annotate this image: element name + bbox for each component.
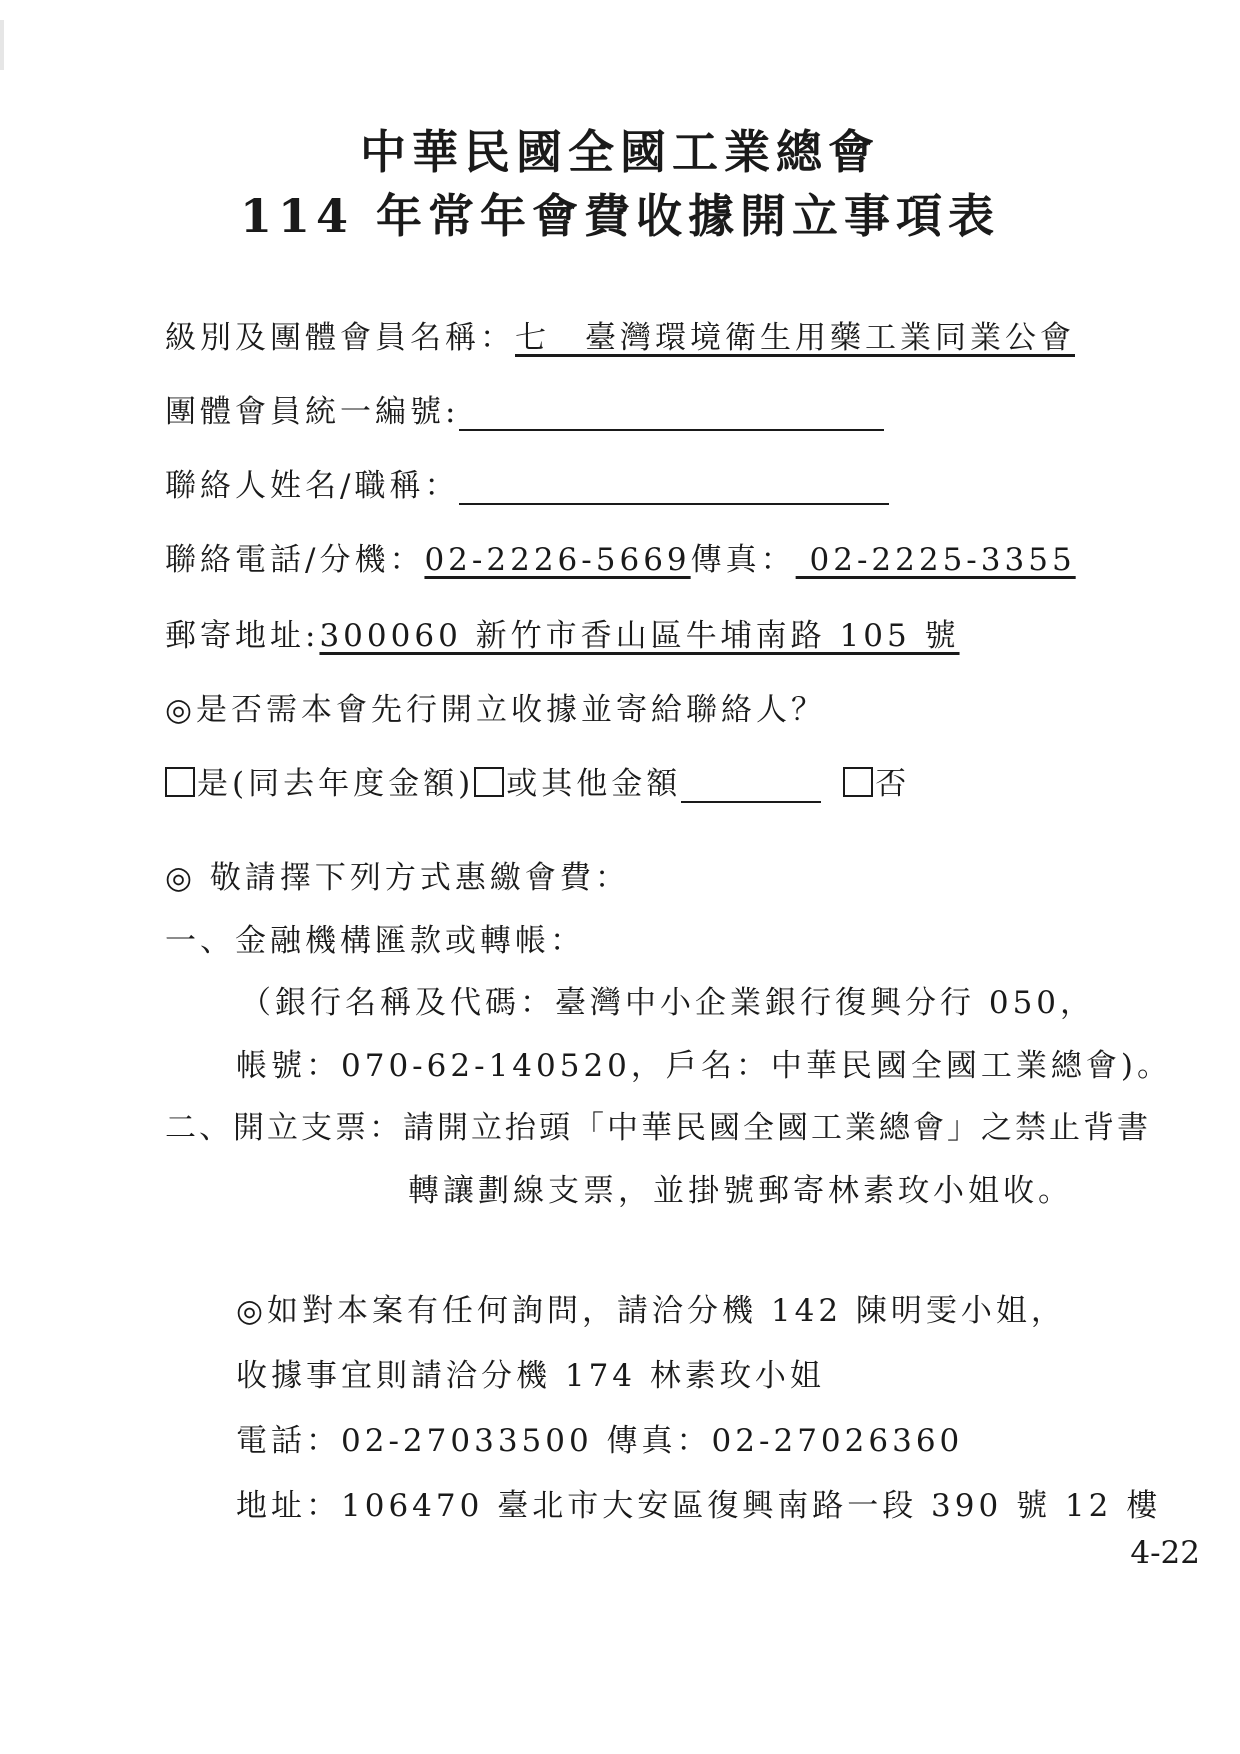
contact-label: 聯絡人姓名/職稱： [165, 468, 460, 504]
same-amount-checkbox[interactable] [165, 767, 195, 797]
receipt-question: ◎是否需本會先行開立收據並寄給聯絡人？ [165, 692, 827, 728]
payment-method-1-account: 帳號：070-62-140520，戶名：中華民國全國工業總會)。 [236, 1048, 1172, 1084]
contact-info-line2: 收據事宜則請洽分機 174 林素玫小姐 [236, 1358, 825, 1394]
payment-method-2-line2: 轉讓劃線支票，並掛號郵寄林素玫小姐收。 [408, 1173, 1073, 1209]
contact-row [165, 460, 889, 505]
same-amount-label: 是(同去年度金額) [197, 766, 475, 802]
document-subtitle: 114 年常年會費收據開立事項表 [239, 189, 1001, 243]
payment-method-1-title: 一、金融機構匯款或轉帳： [165, 923, 585, 959]
other-amount-field[interactable] [681, 771, 821, 803]
member-name-label: 級別及團體會員名稱： [165, 320, 515, 356]
receipt-options-row [165, 758, 910, 803]
tax-id-row [165, 386, 884, 431]
no-checkbox[interactable] [843, 767, 873, 797]
other-amount-checkbox[interactable] [474, 767, 504, 797]
payment-method-1-bank: （銀行名稱及代碼：臺灣中小企業銀行復興分行 050， [240, 985, 1096, 1021]
member-name-value[interactable]: 七 臺灣環境衛生用藥工業同業公會 [515, 320, 1075, 356]
address-row [165, 610, 960, 655]
payment-heading: ◎ 敬請擇下列方式惠繳會費： [165, 860, 630, 896]
contact-info-phone-fax: 電話：02-27033500 傳真：02-27026360 [236, 1423, 964, 1459]
fax-label: 傳真： [690, 542, 796, 578]
scan-edge-mark [0, 20, 4, 70]
tax-id-label: 團體會員統一編號: [165, 394, 460, 430]
contact-field[interactable] [459, 469, 889, 505]
phone-value[interactable]: 02-2226-5669 [424, 542, 691, 578]
phone-fax-row [165, 534, 1076, 579]
tax-id-field[interactable] [459, 395, 884, 431]
other-amount-label: 或其他金額 [506, 766, 682, 802]
address-label: 郵寄地址: [165, 618, 320, 654]
fax-value[interactable]: 02-2225-3355 [795, 542, 1076, 578]
contact-info-address: 地址：106470 臺北市大安區復興南路一段 390 號 12 樓 [236, 1488, 1162, 1524]
contact-info-line1: ◎如對本案有任何詢問，請洽分機 142 陳明雯小姐， [236, 1293, 1066, 1329]
phone-label: 聯絡電話/分機： [165, 542, 425, 578]
member-name-row [165, 312, 1075, 357]
page-number: 4-22 [1130, 1535, 1200, 1571]
payment-method-2-line1: 二、開立支票：請開立抬頭「中華民國全國工業總會」之禁止背書 [165, 1110, 1151, 1146]
document-title: 中華民國全國工業總會 [360, 125, 880, 179]
no-label: 否 [875, 766, 911, 802]
address-value[interactable]: 300060 新竹市香山區牛埔南路 105 號 [319, 618, 960, 654]
